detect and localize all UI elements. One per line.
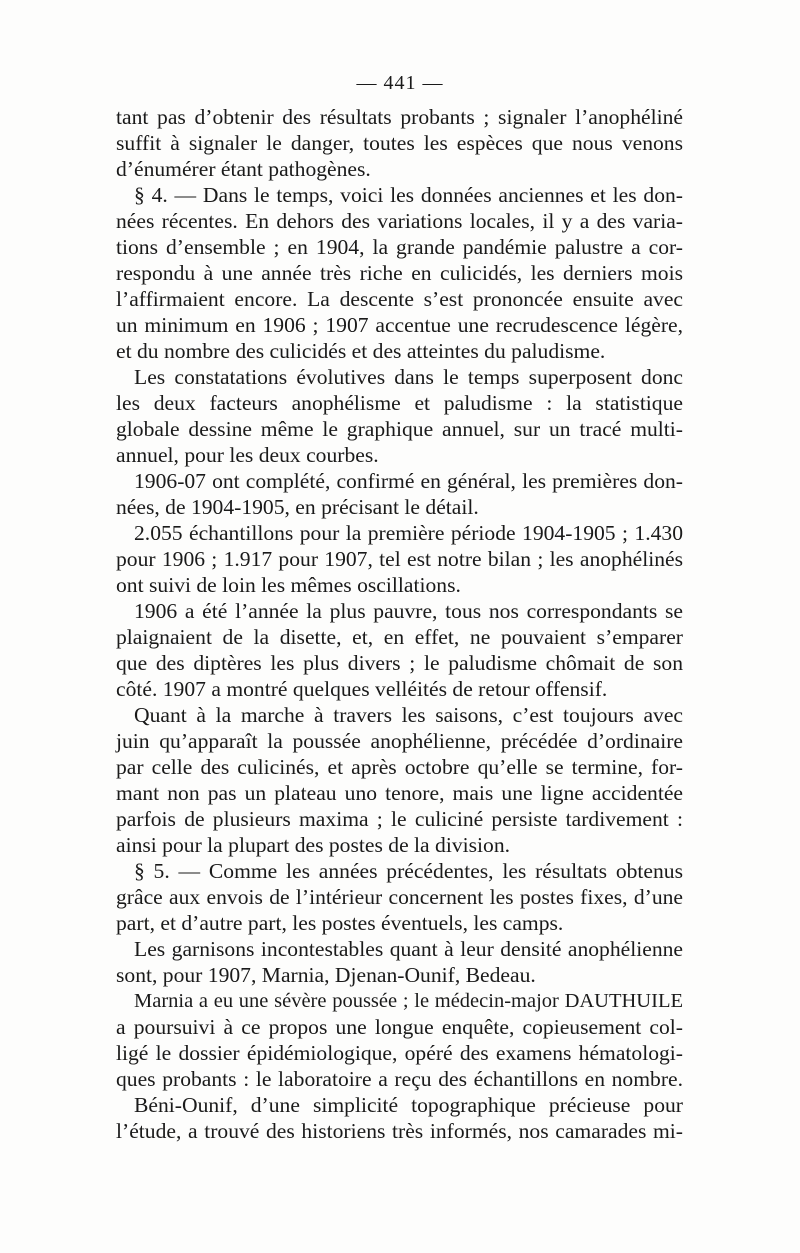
text-line: tions d’ensemble ; en 1904, la grande pandémie palustre a cor-	[116, 235, 683, 259]
text-line: que des diptères les plus divers ; le paludisme chômait de son	[116, 651, 683, 675]
text-line: sont, pour 1907, Marnia, Djenan-Ounif, Bedeau.	[116, 963, 536, 987]
text-line: pour 1906 ; 1.917 pour 1907, tel est notre bilan ; les anophélinés	[116, 547, 683, 571]
text-line: mant non pas un plateau uno tenore, mais une ligne accidentée	[116, 781, 683, 805]
text-line: ont suivi de loin les mêmes oscillations.	[116, 573, 461, 597]
text-line: plaignaient de la disette, et, en effet, ne pouvaient s’emparer	[116, 625, 683, 649]
text-line: par celle des culicinés, et après octobre qu’elle se termine, for-	[116, 755, 683, 779]
text-line: un minimum en 1906 ; 1907 accentue une recrudescence légère,	[116, 313, 683, 337]
text-line: Quant à la marche à travers les saisons, c’est toujours avec	[134, 703, 683, 727]
text-line: respondu à une année très riche en culicidés, les derniers mois	[116, 261, 683, 285]
text-line: 2.055 échantillons pour la première période 1904-1905 ; 1.430	[134, 521, 683, 545]
text-line: ainsi pour la plupart des postes de la division.	[116, 833, 511, 857]
text-line: suffit à signaler le danger, toutes les espèces que nous venons	[116, 131, 683, 155]
text-line: Les constatations évolutives dans le temps superposent donc	[134, 365, 683, 389]
text-line: Béni-Ounif, d’une simplicité topographique précieuse pour	[134, 1093, 683, 1117]
text-line: tant pas d’obtenir des résultats probants ; signaler l’anophéliné	[116, 105, 683, 129]
text-line: les deux facteurs anophélisme et paludisme : la statistique	[116, 391, 683, 415]
body-text	[116, 104, 683, 1144]
text-line: ques probants : le laboratoire a reçu des échantillons en nombre.	[116, 1067, 683, 1091]
text-line: côté. 1907 a montré quelques velléités de retour offensif.	[116, 677, 608, 701]
text-line: § 5. — Comme les années précédentes, les résultats obtenus	[134, 859, 683, 883]
text-line: l’étude, a trouvé des historiens très informés, nos camarades mi-	[116, 1119, 683, 1143]
text-line: § 4. — Dans le temps, voici les données anciennes et les don-	[134, 183, 683, 207]
text-line: d’énumérer étant pathogènes.	[116, 157, 371, 181]
text-line: 1906-07 ont complété, confirmé en général, les premières don-	[134, 469, 683, 493]
text-line: part, et d’autre part, les postes éventuels, les camps.	[116, 911, 564, 935]
text-line: ligé le dossier épidémiologique, opéré des examens hématologi-	[116, 1041, 683, 1065]
text-line: a poursuivi à ce propos une longue enquête, copieusement col-	[116, 1015, 683, 1039]
text-line: grâce aux envois de l’intérieur concernent les postes fixes, d’une	[116, 885, 683, 909]
page-number: — 441 —	[356, 72, 444, 94]
text-line: Marnia a eu une sévère poussée ; le médecin-major DAUTHUILE	[134, 990, 683, 1012]
text-line: l’affirmaient encore. La descente s’est prononcée ensuite avec	[116, 287, 683, 311]
text-line: annuel, pour les deux courbes.	[116, 443, 379, 467]
text-line: globale dessine même le graphique annuel, sur un tracé multi-	[116, 417, 683, 441]
text-line: nées récentes. En dehors des variations locales, il y a des varia-	[116, 209, 683, 233]
text-line: Les garnisons incontestables quant à leur densité anophélienne	[134, 937, 683, 961]
text-line: juin qu’apparaît la poussée anophélienne, précédée d’ordinaire	[116, 729, 683, 753]
text-line: nées, de 1904-1905, en précisant le détail.	[116, 495, 479, 519]
text-line: parfois de plusieurs maxima ; le culiciné persiste tardivement :	[116, 807, 683, 831]
text-line: 1906 a été l’année la plus pauvre, tous nos correspondants se	[134, 599, 683, 623]
text-line: et du nombre des culicidés et des atteintes du paludisme.	[116, 339, 606, 363]
